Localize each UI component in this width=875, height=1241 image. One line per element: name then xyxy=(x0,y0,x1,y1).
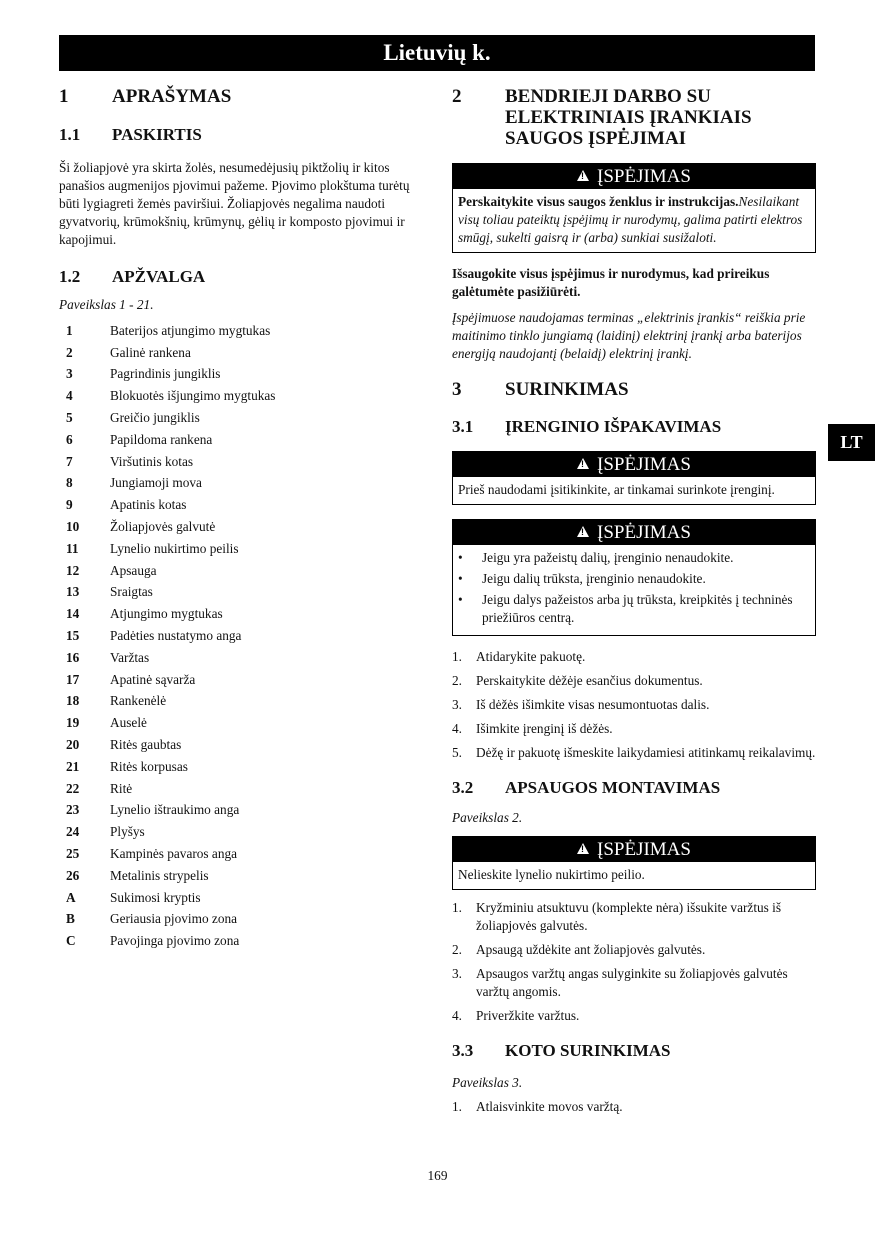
warning-label: ĮSPĖJIMAS xyxy=(597,839,691,860)
part-item xyxy=(59,800,425,822)
warning-box xyxy=(452,519,816,636)
step-item xyxy=(452,941,816,959)
part-number: 4 xyxy=(66,388,73,404)
part-item xyxy=(59,320,425,342)
intended-use-text: Ši žoliapjovė yra skirta žolės, nesumedėjusių piktžolių ir kitos panašios augmenijos pjovimui pažeme. Pjovimo plokštuma turėtų būti lygiagreti žemės paviršiui. Žoliapjovės negalima naudoti gyvatvorių, krūmokšnių, krūmynų, gėlių ir komposto pjovimui ir kapojimui. xyxy=(59,160,410,247)
part-number: 19 xyxy=(66,715,80,731)
part-label: Viršutinis kotas xyxy=(110,453,194,469)
part-number: 17 xyxy=(66,671,80,687)
warning-label: ĮSPĖJIMAS xyxy=(597,522,691,543)
warning-triangle-icon xyxy=(577,843,589,854)
part-item xyxy=(59,669,425,691)
warning-header xyxy=(453,452,815,477)
step-item xyxy=(452,696,816,714)
section-title: ĮRENGINIO IŠPAKAVIMAS xyxy=(505,417,722,436)
step-text: Išimkite įrenginį iš dėžės. xyxy=(476,721,613,736)
section-title: PASKIRTIS xyxy=(112,125,202,144)
step-number: 4. xyxy=(452,1008,462,1023)
part-number: 10 xyxy=(66,519,80,535)
part-label: Plyšys xyxy=(110,824,145,840)
step-number: 4. xyxy=(452,721,462,736)
step-text: Apsaugą uždėkite ant žoliapjovės galvutės. xyxy=(476,942,706,957)
warning-header xyxy=(453,164,815,189)
part-number: 15 xyxy=(66,628,80,644)
part-item xyxy=(59,364,425,386)
part-number: 18 xyxy=(66,693,80,709)
shaft-steps xyxy=(452,1098,816,1116)
step-text: Apsaugos varžtų angas sulyginkite su žoliapjovės galvutės varžtų angomis. xyxy=(476,966,788,999)
part-number: 7 xyxy=(66,453,73,469)
step-item xyxy=(452,965,816,1001)
part-item xyxy=(59,930,425,952)
part-label: Apsauga xyxy=(110,562,157,578)
part-label: Pavojinga pjovimo zona xyxy=(110,933,240,949)
part-label: Apatinė sąvarža xyxy=(110,671,196,687)
unpacking-steps xyxy=(452,648,816,762)
part-label: Lynelio ištraukimo anga xyxy=(110,802,240,818)
figure-reference: Paveikslas 2. xyxy=(452,810,523,825)
part-label: Apatinis kotas xyxy=(110,497,187,513)
part-label: Varžtas xyxy=(110,649,150,665)
part-number: 26 xyxy=(66,867,80,883)
bullet-marker: • xyxy=(458,592,463,607)
warning-body: Prieš naudodami įsitikinkite, ar tinkamai surinkote įrenginį. xyxy=(458,482,775,497)
warning-body xyxy=(453,545,815,635)
step-number: 1. xyxy=(452,900,462,915)
section-1-1-heading xyxy=(59,125,425,145)
warning-triangle-icon xyxy=(577,170,589,181)
part-item xyxy=(59,712,425,734)
part-label: Kampinės pavaros anga xyxy=(110,846,238,862)
step-item xyxy=(452,648,816,666)
warning-bullet-list xyxy=(458,549,810,627)
step-text: Perskaitykite dėžėje esančius dokumentus. xyxy=(476,673,703,688)
step-text: Dėžę ir pakuotę išmeskite laikydamiesi atitinkamų reikalavimų. xyxy=(476,745,816,760)
part-label: Ritė xyxy=(110,780,133,796)
step-number: 1. xyxy=(452,1099,462,1114)
part-label: Jungiamoji mova xyxy=(110,475,202,491)
part-label: Ritės gaubtas xyxy=(110,737,182,753)
warning-header xyxy=(453,520,815,545)
section-title: SURINKIMAS xyxy=(505,379,629,400)
part-label: Lynelio nukirtimo peilis xyxy=(110,540,239,556)
section-number: 3.3 xyxy=(452,1041,474,1060)
step-item xyxy=(452,720,816,738)
section-title: BENDRIEJI DARBO SU ELEKTRINIAIS ĮRANKIAIS SAUGOS ĮSPĖJIMAI xyxy=(505,86,752,149)
part-number: 3 xyxy=(66,366,73,382)
step-item xyxy=(452,672,816,690)
part-label: Atjungimo mygtukas xyxy=(110,606,223,622)
part-label: Auselė xyxy=(110,715,147,731)
warning-label: ĮSPĖJIMAS xyxy=(597,166,691,187)
bullet-marker: • xyxy=(458,571,463,586)
warning-body: Nelieskite lynelio nukirtimo peilio. xyxy=(458,867,645,882)
part-label: Blokuotės išjungimo mygtukas xyxy=(110,388,276,404)
part-item xyxy=(59,560,425,582)
step-number: 2. xyxy=(452,673,462,688)
step-item xyxy=(452,899,816,935)
warning-italic-text: Nesilaikant visų toliau pateiktų įspėjimų ir nurodymų, galima patirti elektros smūgį, sukelti gaisrą ir (arba) sunkiai susižaloti. xyxy=(458,194,803,245)
part-label: Rankenėlė xyxy=(110,693,167,709)
section-3-2-heading xyxy=(452,778,816,798)
step-text: Atidarykite pakuotę. xyxy=(476,649,586,664)
right-column xyxy=(452,86,816,1122)
bullet-text: Jeigu dalių trūksta, įrenginio nenaudokite. xyxy=(482,571,706,586)
part-label: Sukimosi kryptis xyxy=(110,889,201,905)
step-item xyxy=(452,744,816,762)
left-column xyxy=(59,86,425,952)
section-title: APRAŠYMAS xyxy=(112,86,232,107)
warning-body xyxy=(453,189,815,252)
warning-header xyxy=(453,837,815,862)
part-number: A xyxy=(66,889,76,905)
step-text: Iš dėžės išimkite visas nesumontuotas dalis. xyxy=(476,697,710,712)
part-item xyxy=(59,691,425,713)
part-number: 9 xyxy=(66,497,73,513)
warning-triangle-icon xyxy=(577,526,589,537)
part-number: 11 xyxy=(66,540,79,556)
language-side-tab: LT xyxy=(828,424,875,461)
part-number: 14 xyxy=(66,606,80,622)
step-number: 3. xyxy=(452,966,462,981)
guard-steps xyxy=(452,899,816,1025)
section-title: APŽVALGA xyxy=(112,267,206,286)
section-number: 1 xyxy=(59,86,69,107)
part-item xyxy=(59,843,425,865)
section-number: 3 xyxy=(452,379,462,400)
part-item xyxy=(59,821,425,843)
section-1-2-heading xyxy=(59,267,425,287)
part-item xyxy=(59,342,425,364)
part-number: 23 xyxy=(66,802,80,818)
parts-list xyxy=(59,320,425,952)
section-title: KOTO SURINKIMAS xyxy=(505,1041,671,1060)
section-2-heading xyxy=(452,86,816,149)
part-label: Padėties nustatymo anga xyxy=(110,628,242,644)
part-number: 24 xyxy=(66,824,80,840)
bullet-marker: • xyxy=(458,550,463,565)
bullet-text: Jeigu dalys pažeistos arba jų trūksta, kreipkitės į techninės priežiūros centrą. xyxy=(482,592,793,625)
warning-label: ĮSPĖJIMAS xyxy=(597,454,691,475)
part-number: 16 xyxy=(66,649,80,665)
section-number: 1.1 xyxy=(59,125,81,144)
part-label: Galinė rankena xyxy=(110,344,191,360)
figure-reference: Paveikslas 3. xyxy=(452,1075,523,1090)
step-item xyxy=(452,1007,816,1025)
section-3-1-heading xyxy=(452,417,816,437)
part-item xyxy=(59,887,425,909)
part-item xyxy=(59,865,425,887)
part-item xyxy=(59,516,425,538)
part-label: Pagrindinis jungiklis xyxy=(110,366,221,382)
keep-instructions-note: Išsaugokite visus įspėjimus ir nurodymus, kad prireikus galėtumėte pasižiūrėti. xyxy=(452,266,770,299)
step-text: Kryžminiu atsuktuvu (komplekte nėra) išsukite varžtus iš žoliapjovės galvutės. xyxy=(476,900,782,933)
bullet-item xyxy=(458,570,810,588)
part-label: Žoliapjovės galvutė xyxy=(110,519,216,535)
part-label: Metalinis strypelis xyxy=(110,867,209,883)
section-number: 2 xyxy=(452,86,462,107)
section-number: 3.1 xyxy=(452,417,474,436)
part-number: 2 xyxy=(66,344,73,360)
step-text: Priveržkite varžtus. xyxy=(476,1008,580,1023)
part-item xyxy=(59,451,425,473)
part-number: 8 xyxy=(66,475,73,491)
section-1-heading xyxy=(59,86,425,107)
part-number: 21 xyxy=(66,758,80,774)
part-number: 13 xyxy=(66,584,80,600)
step-number: 2. xyxy=(452,942,462,957)
warning-bold-text: Perskaitykite visus saugos ženklus ir instrukcijas. xyxy=(458,194,739,209)
part-item xyxy=(59,582,425,604)
warning-triangle-icon xyxy=(577,458,589,469)
part-label: Papildoma rankena xyxy=(110,431,213,447)
section-number: 3.2 xyxy=(452,778,474,797)
part-item xyxy=(59,647,425,669)
part-item xyxy=(59,625,425,647)
part-item xyxy=(59,385,425,407)
part-item xyxy=(59,494,425,516)
part-item xyxy=(59,407,425,429)
part-item xyxy=(59,909,425,931)
part-label: Greičio jungiklis xyxy=(110,410,200,426)
part-number: 5 xyxy=(66,410,73,426)
section-number: 1.2 xyxy=(59,267,81,286)
part-number: C xyxy=(66,933,76,949)
bullet-item xyxy=(458,591,810,627)
step-number: 1. xyxy=(452,649,462,664)
bullet-text: Jeigu yra pažeistų dalių, įrenginio nenaudokite. xyxy=(482,550,734,565)
language-banner: Lietuvių k. xyxy=(59,35,815,71)
part-label: Baterijos atjungimo mygtukas xyxy=(110,322,271,338)
step-number: 3. xyxy=(452,697,462,712)
section-3-heading xyxy=(452,379,816,400)
warning-box xyxy=(452,836,816,890)
part-item xyxy=(59,778,425,800)
part-item xyxy=(59,756,425,778)
step-number: 5. xyxy=(452,745,462,760)
part-number: 1 xyxy=(66,322,73,338)
part-item xyxy=(59,734,425,756)
step-item xyxy=(452,1098,816,1116)
part-number: 12 xyxy=(66,562,80,578)
part-item xyxy=(59,473,425,495)
part-number: 25 xyxy=(66,846,80,862)
part-number: 20 xyxy=(66,737,80,753)
section-3-3-heading xyxy=(452,1041,816,1061)
part-number: 6 xyxy=(66,431,73,447)
power-tool-term-note: Įspėjimuose naudojamas terminas „elektrinis įrankis“ reiškia prie maitinimo tinklo jungiamą (laidinį) elektrinį įrankį arba baterijos energiją naudojantį (belaidį) elektrinį įrankį. xyxy=(452,310,806,361)
bullet-item xyxy=(458,549,810,567)
part-label: Sraigtas xyxy=(110,584,153,600)
part-item xyxy=(59,603,425,625)
part-number: B xyxy=(66,911,75,927)
part-item xyxy=(59,429,425,451)
warning-box xyxy=(452,451,816,505)
figure-reference: Paveikslas 1 - 21. xyxy=(59,297,154,312)
part-number: 22 xyxy=(66,780,80,796)
page-number: 169 xyxy=(427,1168,448,1183)
warning-box xyxy=(452,163,816,253)
step-text: Atlaisvinkite movos varžtą. xyxy=(476,1099,623,1114)
part-label: Ritės korpusas xyxy=(110,758,188,774)
part-label: Geriausia pjovimo zona xyxy=(110,911,238,927)
part-item xyxy=(59,538,425,560)
section-title: APSAUGOS MONTAVIMAS xyxy=(505,778,721,797)
